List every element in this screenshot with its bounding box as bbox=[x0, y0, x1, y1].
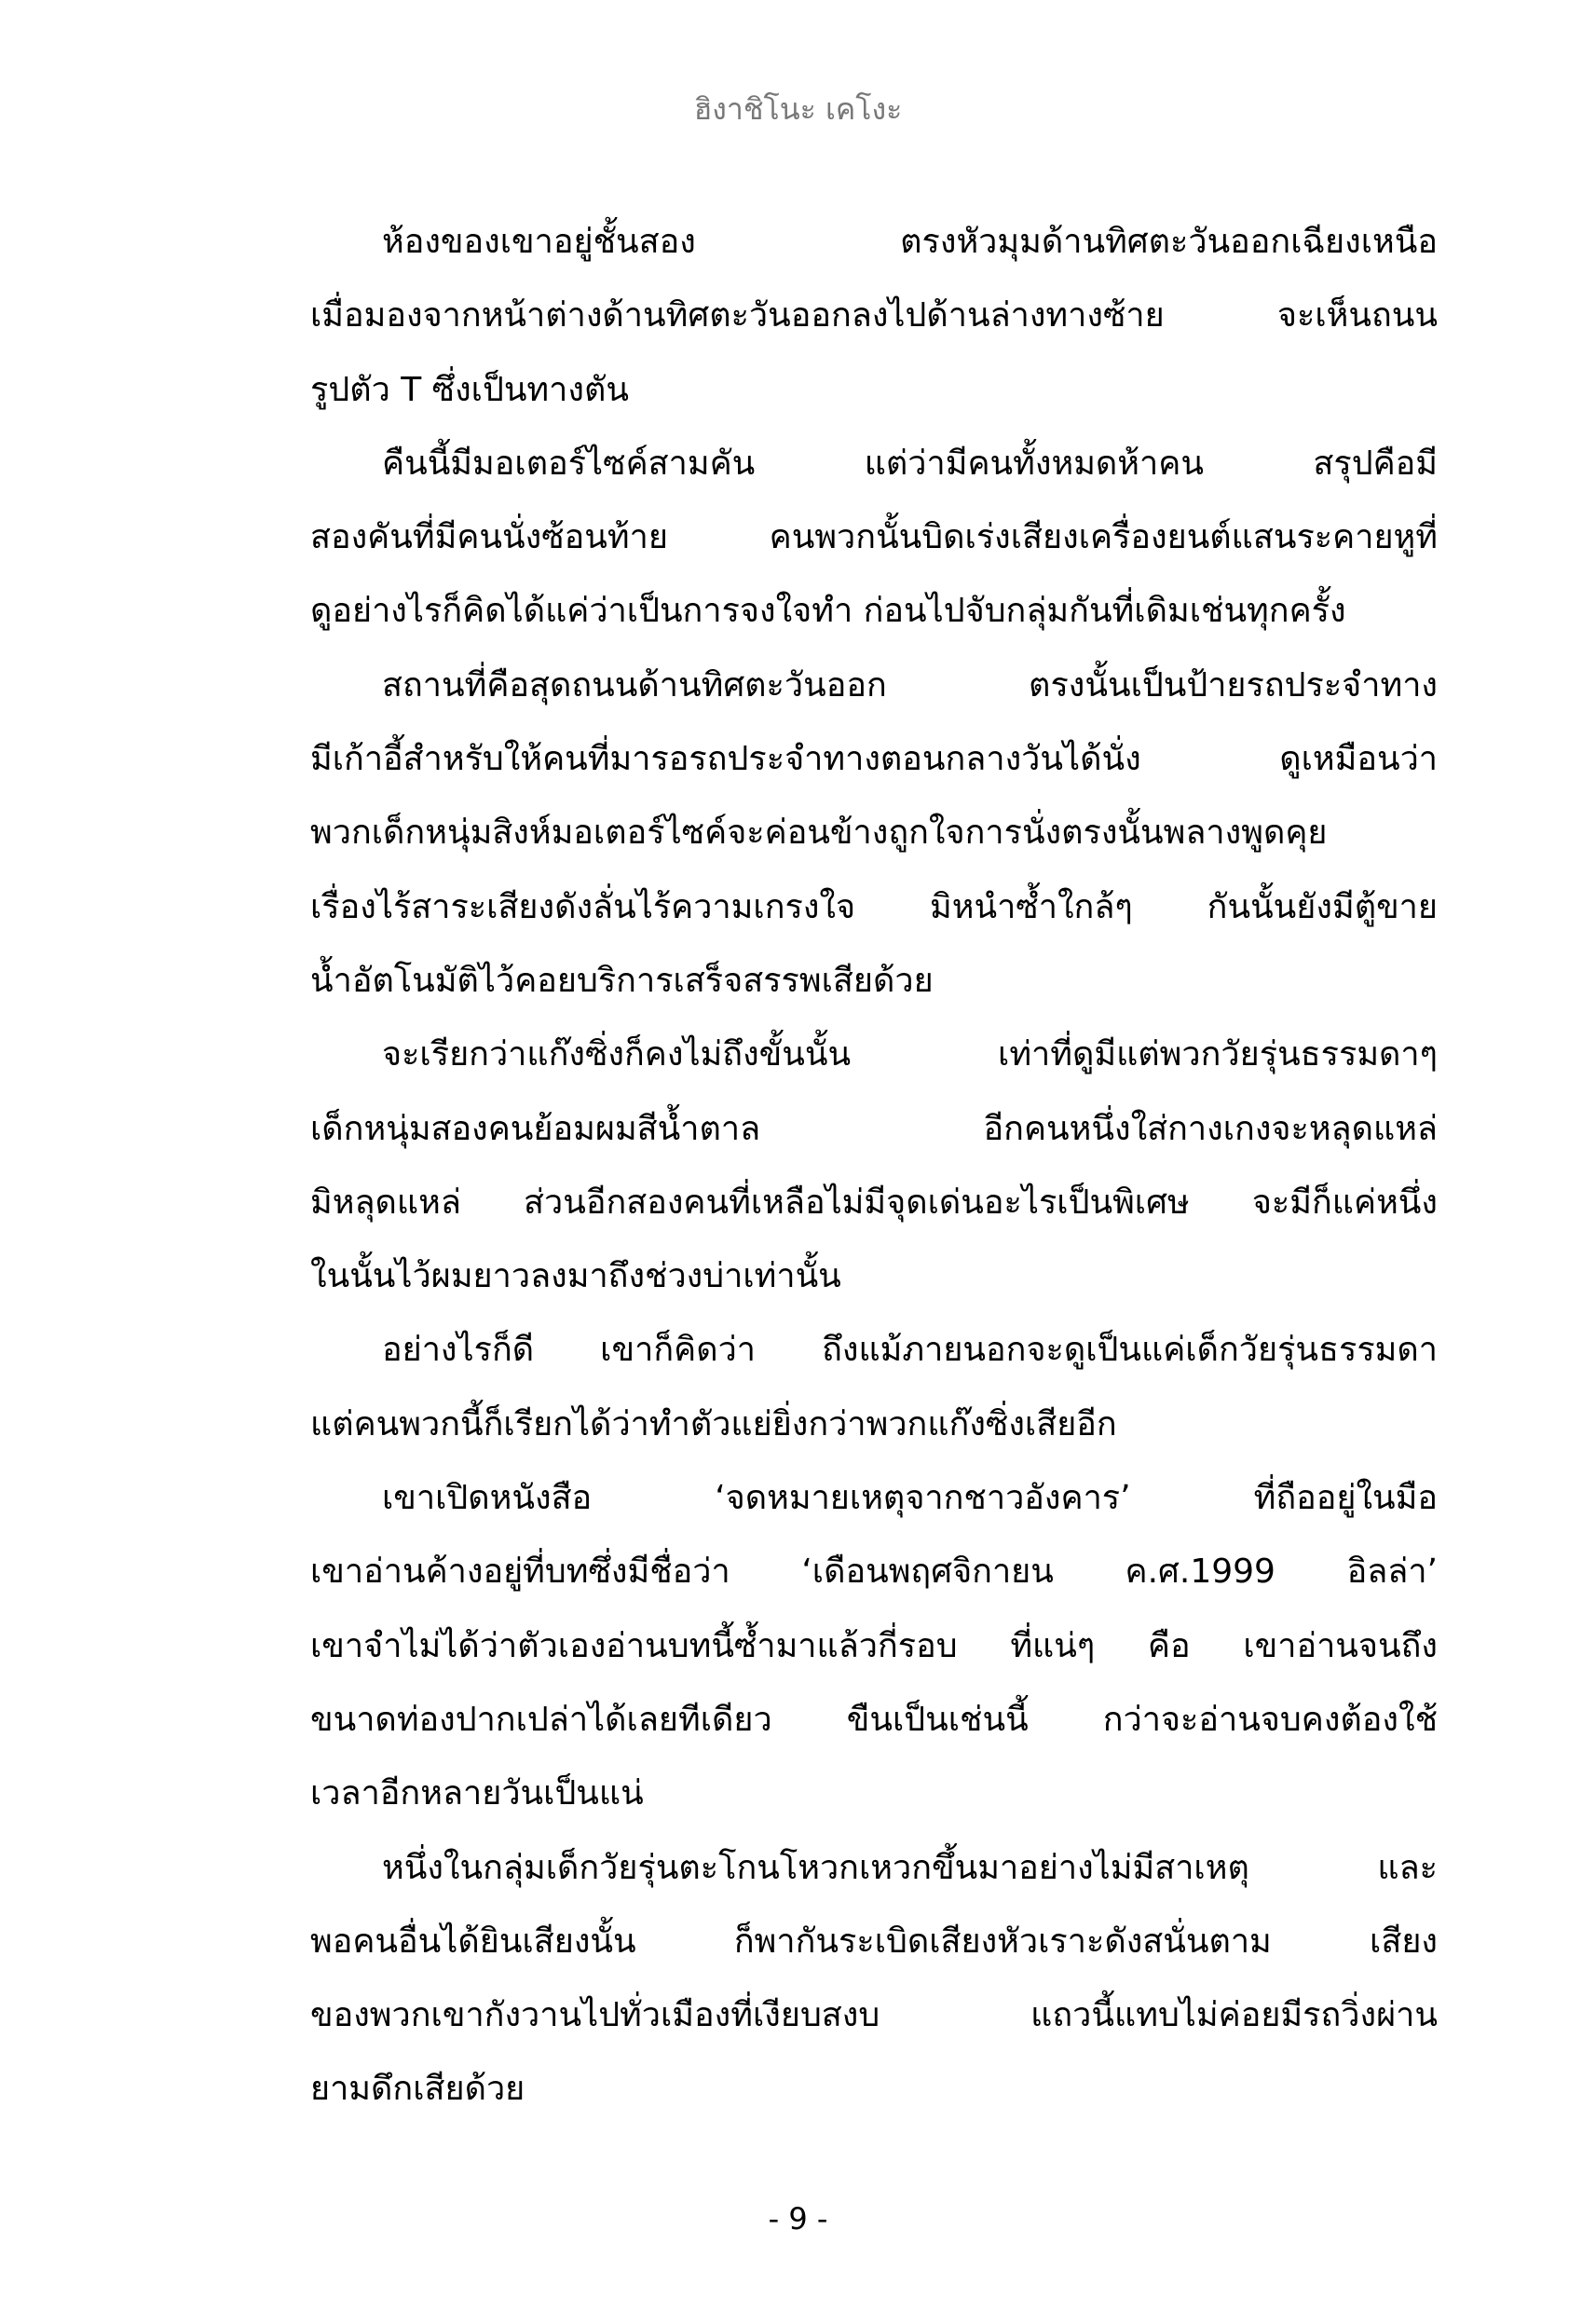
text-line: เมื่อมองจากหน้าต่างด้านทิศตะวันออกลงไปด้านล่างทางซ้าย จะเห็นถนน bbox=[310, 296, 1438, 335]
text-line: เด็กหนุ่มสองคนย้อมผมสีน้ำตาล อีกคนหนึ่งใส่กางเกงจะหลุดแหล่ bbox=[310, 1109, 1438, 1148]
text-line: ของพวกเขากังวานไปทั่วเมืองที่เงียบสงบ แถวนี้แทบไม่ค่อยมีรถวิ่งผ่าน bbox=[310, 1996, 1438, 2035]
text-line: ยามดึกเสียด้วย bbox=[310, 2070, 525, 2109]
text-line: ดูอย่างไรก็คิดได้แค่ว่าเป็นการจงใจทำ ก่อนไปจับกลุ่มกันที่เดิมเช่นทุกครั้ง bbox=[310, 592, 1346, 631]
running-header: ฮิงาชิโนะ เคโงะ bbox=[693, 91, 903, 127]
text-line: สองคันที่มีคนนั่งซ้อนท้าย คนพวกนั้นบิดเร่งเสียงเครื่องยนต์แสนระคายหูที่ bbox=[310, 518, 1438, 557]
text-line: เขาจำไม่ได้ว่าตัวเองอ่านบทนี้ซ้ำมาแล้วกี่รอบ ที่แน่ๆ คือ เขาอ่านจนถึง bbox=[310, 1626, 1438, 1665]
text-line: พวกเด็กหนุ่มสิงห์มอเตอร์ไซค์จะค่อนข้างถูกใจการนั่งตรงนั้นพลางพูดคุย bbox=[310, 814, 1328, 853]
text-line: คืนนี้มีมอเตอร์ไซค์สามคัน แต่ว่ามีคนทั้งหมดห้าคน สรุปคือมี bbox=[382, 444, 1438, 483]
page-number: - 9 - bbox=[768, 2201, 828, 2237]
text-line: มิหลุดแหล่ ส่วนอีกสองคนที่เหลือไม่มีจุดเด่นอะไรเป็นพิเศษ จะมีก็แค่หนึ่ง bbox=[310, 1183, 1438, 1222]
paragraph bbox=[310, 427, 1438, 649]
paragraph bbox=[310, 649, 1438, 1018]
text-line: มีเก้าอี้สำหรับให้คนที่มารอรถประจำทางตอนกลางวันได้นั่ง ดูเหมือนว่า bbox=[310, 740, 1438, 779]
paragraph bbox=[310, 1831, 1438, 2127]
paragraph bbox=[310, 1018, 1438, 1313]
document-body bbox=[310, 205, 1438, 2127]
paragraph bbox=[310, 205, 1438, 427]
text-line: รูปตัว T ซึ่งเป็นทางตัน bbox=[310, 370, 629, 409]
text-line: แต่คนพวกนี้ก็เรียกได้ว่าทำตัวแย่ยิ่งกว่าพวกแก๊งซิ่งเสียอีก bbox=[310, 1404, 1117, 1443]
text-line: จะเรียกว่าแก๊งซิ่งก็คงไม่ถึงขั้นนั้น เท่าที่ดูมีแต่พวกวัยรุ่นธรรมดาๆ bbox=[382, 1035, 1438, 1074]
text-line: เขาเปิดหนังสือ ‘จดหมายเหตุจากชาวอังคาร’ ที่ถืออยู่ในมือ bbox=[382, 1479, 1438, 1518]
text-line: สถานที่คือสุดถนนด้านทิศตะวันออก ตรงนั้นเป็นป้ายรถประจำทาง bbox=[382, 665, 1438, 705]
text-line: พอคนอื่นได้ยินเสียงนั้น ก็พากันระเบิดเสียงหัวเราะดังสนั่นตาม เสียง bbox=[310, 1922, 1438, 1961]
text-line: เรื่องไร้สาระเสียงดังลั่นไร้ความเกรงใจ มิหนำซ้ำใกล้ๆ กันนั้นยังมีตู้ขาย bbox=[310, 887, 1438, 926]
paragraph bbox=[310, 1461, 1438, 1830]
text-line: อย่างไรก็ดี เขาก็คิดว่า ถึงแม้ภายนอกจะดูเป็นแค่เด็กวัยรุ่นธรรมดา bbox=[382, 1331, 1438, 1370]
text-line: หนึ่งในกลุ่มเด็กวัยรุ่นตะโกนโหวกเหวกขึ้นมาอย่างไม่มีสาเหตุ และ bbox=[382, 1848, 1438, 1887]
text-line: เขาอ่านค้างอยู่ที่บทซึ่งมีชื่อว่า ‘เดือนพฤศจิกายน ค.ศ.1999 อิลล่า’ bbox=[310, 1553, 1438, 1592]
paragraph bbox=[310, 1313, 1438, 1461]
text-line: เวลาอีกหลายวันเป็นแน่ bbox=[310, 1774, 644, 1813]
text-line: ในนั้นไว้ผมยาวลงมาถึงช่วงบ่าเท่านั้น bbox=[310, 1257, 841, 1296]
text-line: น้ำอัตโนมัติไว้คอยบริการเสร็จสรรพเสียด้วย bbox=[310, 961, 934, 1000]
text-line: ขนาดท่องปากเปล่าได้เลยทีเดียว ขืนเป็นเช่นนี้ กว่าจะอ่านจบคงต้องใช้ bbox=[310, 1700, 1438, 1739]
text-line: ห้องของเขาอยู่ชั้นสอง ตรงหัวมุมด้านทิศตะวันออกเฉียงเหนือ bbox=[382, 223, 1438, 261]
